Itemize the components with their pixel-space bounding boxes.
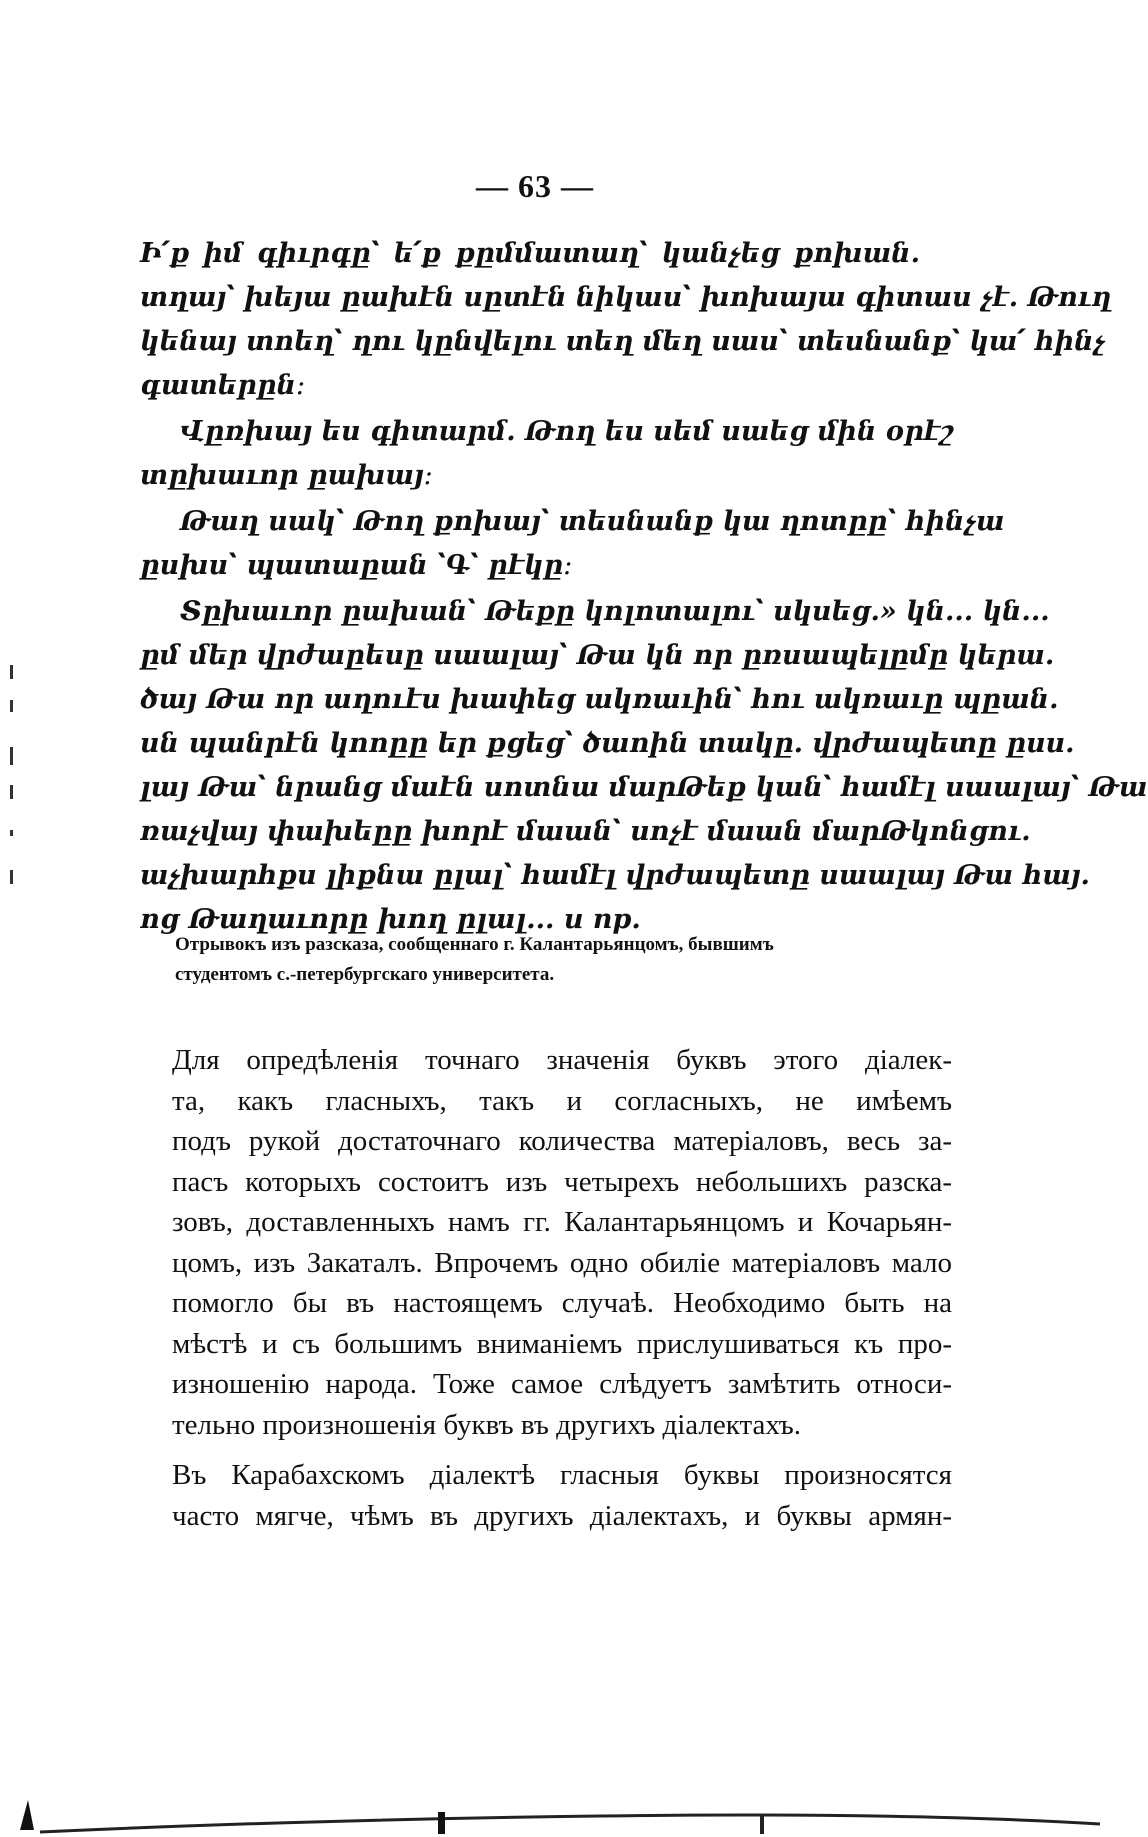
russian-line: тельно произношенія буквъ въ другихъ діалектахъ. [172,1408,802,1441]
russian-line: помогло бы въ настоящемъ случаѣ. Необходимо быть на [172,1287,952,1319]
russian-line: пасъ которыхъ состоитъ изъ четырехъ небольшихъ разска- [172,1165,952,1198]
armenian-line: Վըռխայ ես գիտարմ. Թող ես սեմ սաեց մին օրէշ [180,416,954,447]
source-caption [175,930,940,990]
margin-scan-marks [6,655,26,915]
russian-paragraph [172,1040,952,1445]
russian-line: мѣстѣ и съ большимъ вниманіемъ прислушиваться къ про- [172,1327,952,1360]
armenian-line: աչխարհքս լիքնա ըլալ՝ համէլ վրժապետը սաալայ Թա հայ. [140,860,1090,891]
russian-text-block [172,1040,952,1546]
armenian-line: Թաղ սակ՝ Թող քոխայ՝ տեսնանք կա ղոտըը՝ հինչա [180,506,1005,537]
russian-paragraph [172,1455,952,1536]
armenian-line: Տըխաւոր ըախան՝ Թեքը կոլոտալու՝ սկսեց.» կն... կն... [180,596,1050,627]
russian-line: изношенію народа. Тоже самое слѣдуетъ замѣтить относи- [172,1368,952,1400]
armenian-paragraph [140,500,1005,588]
armenian-line: ըսխս՝ պատաըան ՝Գ՝ ըէկը։ [140,550,573,581]
armenian-paragraph [140,410,954,498]
armenian-text-block [140,232,1148,942]
russian-line: подъ рукой достаточнаго количества матеріаловъ, весь за- [172,1125,952,1157]
caption-line: Отрывокъ изъ разсказа, сообщеннаго г. Калантарьянцомъ, бывшимъ [175,934,774,955]
armenian-line: գատերըն։ [140,370,306,401]
armenian-line: ոց Թաղաւորը խող ըլալ... и пр. [140,904,641,935]
armenian-line: Ի՛ք իմ գիւրգը՝ ե՛ք քըմմատաղ՝ կանչեց քոխան. [140,238,920,269]
bottom-scan-edge [0,1780,1140,1837]
russian-line: зовъ, доставленныхъ намъ гг. Калантарьянцомъ и Кочарьян- [172,1206,952,1238]
russian-line: та, какъ гласныхъ, такъ и согласныхъ, не имѣемъ [172,1084,952,1117]
armenian-paragraph [140,232,1112,408]
armenian-line: ռաչվայ փախեըը խորէ մաան՝ սոչէ մաան մարԹկոնցու. [140,816,1031,847]
caption-line: студентомъ с.-петербургскаго университета. [175,964,555,985]
russian-line: Для опредѣленія точнаго значенія буквъ этого діалек- [172,1044,952,1076]
page-number: — 63 — [476,168,594,204]
russian-line: Въ Карабахскомъ діалектѣ гласныя буквы произносятся [172,1459,952,1491]
armenian-line: լայ Թա՝ նրանց մաէն սոտնա մարԹեք կան՝ համէլ սաալայ՝ Թա [140,772,1148,803]
armenian-line: տղայ՝ խեյա ըախէն սըտէն նիկաս՝ խոխայա գիտաս չէ. Թուղ [140,282,1112,313]
armenian-line: կենայ տոեղ՝ ղու կընվելու տեղ մեղ սաս՝ տեսնանք՝ կա՛ հինչ [140,326,1106,357]
armenian-line: ծայ Թա որ աղուէս խափեց ակռաւին՝ հու ակռաւը պըան. [140,684,1059,715]
armenian-paragraph [140,590,1148,942]
armenian-line: ըմ մեր վրժաըեսը սաալայ՝ Թա կն որ ըռսապելըմը կերա. [140,640,1055,671]
armenian-line: սն պանրէն կոոըը եր քցեց՝ ծաոին տակը. վրժապետը ըսս. [140,728,1075,759]
armenian-line: տըխաւոր ըախայ։ [140,460,433,491]
russian-line: часто мягче, чѣмъ въ другихъ діалектахъ, и буквы армян- [172,1499,952,1532]
russian-line: цомъ, изъ Закаталъ. Впрочемъ одно обиліе матеріаловъ мало [172,1246,952,1279]
